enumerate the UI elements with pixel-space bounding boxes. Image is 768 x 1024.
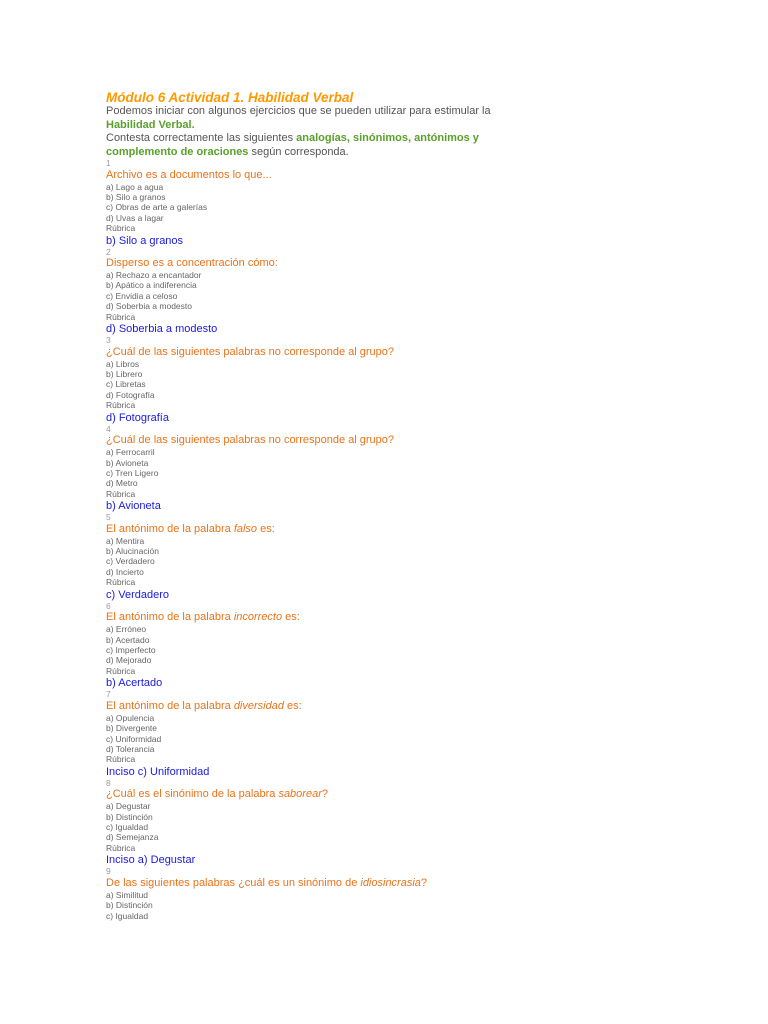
question-text-start: ¿Cuál de las siguientes palabras no corresponde al grupo? — [106, 434, 395, 447]
answer-option: c) Tren Ligero — [106, 467, 159, 478]
answer-option: a) Similitud — [106, 889, 149, 900]
question-text-end: es: — [257, 522, 275, 535]
question-block — [106, 690, 506, 779]
answer-option: d) Fotografía — [106, 389, 155, 400]
question-number: 3 — [106, 335, 111, 346]
question-number: 1 — [106, 158, 111, 168]
answer-option: b) Apático a indiferencia — [106, 280, 197, 291]
question-number: 6 — [106, 600, 111, 611]
rubric-label: Rúbrica — [106, 400, 136, 411]
answer-option: a) Lago a agua — [106, 181, 164, 192]
question-term: diversidad — [233, 699, 284, 712]
answer-option: d) Metro — [106, 478, 138, 489]
question-number: 9 — [106, 866, 111, 877]
question-text — [106, 611, 506, 624]
answer-option: a) Libros — [106, 358, 140, 369]
question-text-start: El antónimo de la palabra — [106, 611, 234, 624]
question-text-start: Disperso es a concentración cómo: — [106, 257, 278, 270]
answer-option: c) Igualdad — [106, 822, 149, 833]
answer-option: a) Opulencia — [106, 712, 155, 723]
intro-line-3-suffix: según corresponda. — [248, 145, 349, 158]
correct-answer: b) Silo a granos — [106, 234, 184, 247]
rubric-label: Rúbrica — [106, 842, 136, 853]
answer-option: b) Alucinación — [106, 546, 159, 557]
question-text-start: Archivo es a documentos lo que... — [106, 168, 272, 181]
answer-option: d) Mejorado — [106, 655, 152, 666]
answer-option: c) Uniformidad — [106, 733, 162, 744]
rubric-label: Rúbrica — [106, 577, 136, 588]
question-text-start: ¿Cuál es el sinónimo de la palabra — [106, 788, 279, 801]
answer-option: a) Erróneo — [106, 624, 147, 635]
question-text-end: ? — [321, 788, 328, 801]
answer-option: c) Imperfecto — [106, 644, 156, 655]
question-number: 7 — [106, 689, 111, 700]
question-block — [106, 425, 506, 514]
question-term: incorrecto — [233, 611, 283, 624]
page-title: Módulo 6 Actividad 1. Habilidad Verbal — [106, 90, 354, 105]
correct-answer: d) Fotografía — [106, 411, 169, 424]
answer-option: b) Distinción — [106, 811, 153, 822]
question-text-end: es: — [282, 611, 300, 624]
rubric-label: Rúbrica — [106, 311, 136, 322]
rubric-label: Rúbrica — [106, 665, 136, 676]
question-number: 5 — [106, 512, 111, 523]
question-list — [106, 159, 506, 921]
question-block — [106, 513, 506, 602]
answer-option: c) Libretas — [106, 379, 146, 390]
rubric-label: Rúbrica — [106, 223, 136, 234]
rubric-label: Rúbrica — [106, 488, 136, 499]
question-text — [106, 523, 506, 536]
question-text — [106, 346, 506, 359]
question-text-end: ? — [420, 876, 428, 889]
document-content — [106, 90, 506, 921]
rubric-label: Rúbrica — [106, 754, 136, 765]
question-text — [106, 700, 506, 713]
answer-option: d) Soberbia a modesto — [106, 301, 192, 312]
question-block — [106, 336, 506, 425]
correct-answer: c) Verdadero — [106, 588, 169, 601]
correct-answer: Inciso a) Degustar — [106, 854, 196, 867]
question-text — [106, 434, 506, 447]
question-block — [106, 602, 506, 691]
answer-option: b) Acertado — [106, 634, 150, 645]
intro-highlight-categories: analogías, sinónimos, antónimos y — [296, 132, 479, 144]
question-text-start: El antónimo de la palabra — [106, 522, 234, 535]
question-text-start: De las siguientes palabras ¿cuál es un sinónimo de — [106, 876, 361, 889]
correct-answer: Inciso c) Uniformidad — [106, 765, 210, 778]
question-text — [106, 877, 506, 890]
question-number: 4 — [106, 423, 111, 434]
correct-answer: d) Soberbia a modesto — [106, 323, 218, 336]
answer-option: a) Mentira — [106, 535, 145, 546]
question-text — [106, 788, 506, 801]
answer-option: c) Verdadero — [106, 556, 155, 567]
question-term: saborear — [278, 788, 322, 801]
intro-line-2-prefix: Contesta correctamente las siguientes — [106, 132, 297, 144]
answer-option: b) Divergente — [106, 723, 158, 734]
answer-option: c) Obras de arte a galerías — [106, 202, 208, 213]
answer-option: b) Silo a granos — [106, 191, 166, 202]
answer-option: d) Incierto — [106, 566, 144, 577]
intro-line-1: Podemos iniciar con algunos ejercicios que se pueden utilizar para estimular la — [106, 105, 491, 117]
answer-option: a) Rechazo a encantador — [106, 270, 202, 281]
answer-option: a) Ferrocarril — [106, 447, 155, 458]
answer-option: d) Tolerancia — [106, 743, 155, 754]
question-text — [106, 169, 506, 182]
answer-option: b) Distinción — [106, 900, 153, 911]
answer-option: c) Envidia a celoso — [106, 290, 178, 301]
answer-option: d) Semejanza — [106, 832, 159, 843]
intro-highlight-skill: Habilidad Verbal. — [106, 118, 195, 131]
intro-paragraph — [106, 105, 506, 159]
question-term: idiosincrasia — [360, 876, 421, 889]
question-number: 2 — [106, 246, 111, 257]
correct-answer: b) Avioneta — [106, 500, 161, 513]
answer-option: c) Igualdad — [106, 910, 149, 921]
correct-answer: b) Acertado — [106, 677, 163, 690]
question-block — [106, 867, 506, 921]
question-text-end: es: — [283, 699, 302, 712]
question-text — [106, 257, 506, 270]
intro-line-2 — [106, 132, 506, 146]
question-text-start: ¿Cuál de las siguientes palabras no corresponde al grupo? — [106, 345, 395, 358]
question-block — [106, 248, 506, 337]
answer-option: d) Uvas a lagar — [106, 212, 164, 223]
answer-option: b) Librero — [106, 368, 143, 379]
question-term: falso — [233, 522, 258, 535]
question-block — [106, 159, 506, 248]
answer-option: a) Degustar — [106, 801, 151, 812]
intro-highlight-complement: complemento de oraciones — [106, 145, 249, 158]
answer-option: b) Avioneta — [106, 457, 149, 468]
question-text-start: El antónimo de la palabra — [106, 699, 234, 712]
question-block — [106, 779, 506, 868]
intro-line-3 — [106, 146, 506, 160]
question-number: 8 — [106, 777, 111, 788]
